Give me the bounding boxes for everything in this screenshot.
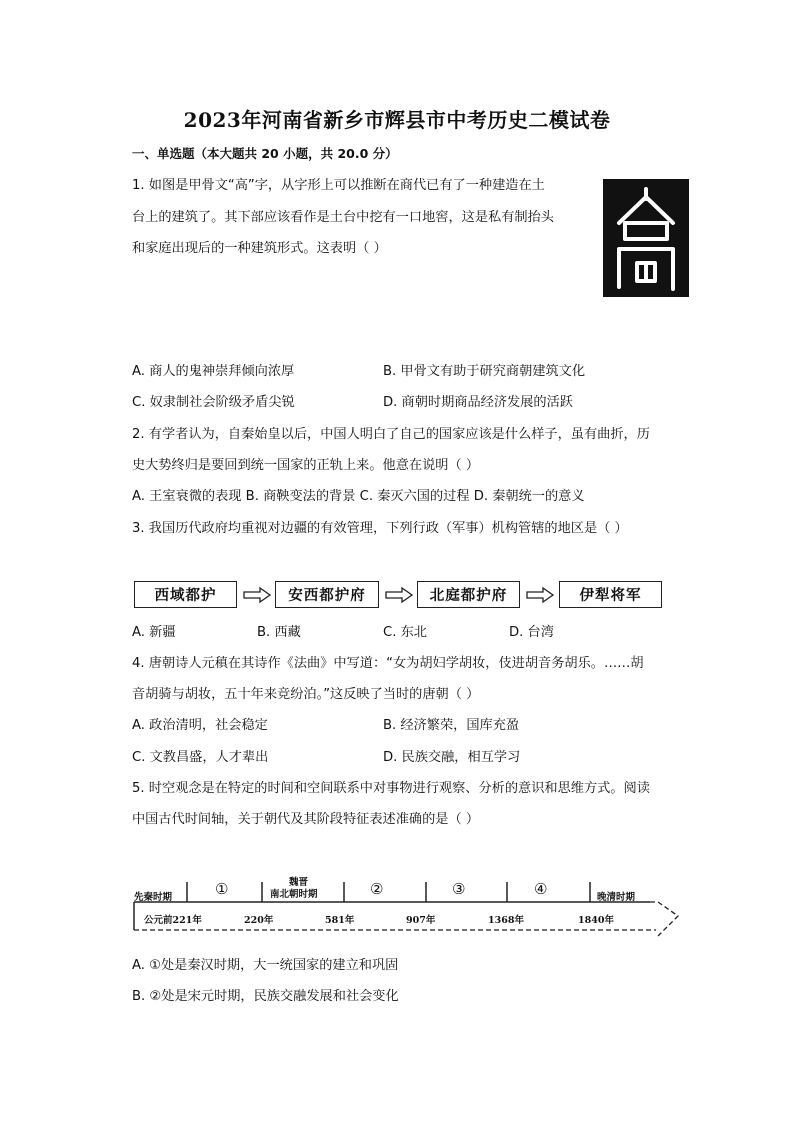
timeline-period-1: ① <box>215 880 229 898</box>
q3-option-a: A. 新疆 <box>132 625 176 640</box>
q1-option-c: C. 奴隶制社会阶级矛盾尖锐 <box>132 395 295 410</box>
timeline-period-pre-qin: 先秦时期 <box>134 892 173 903</box>
flow-box-3: 北庭都护府 <box>417 581 520 608</box>
timeline-year-1368: 1368年 <box>488 915 524 926</box>
q2-options: A. 王室衰微的表现 B. 商鞅变法的背景 C. 秦灭六国的过程 D. 秦朝统一的意义 <box>132 489 585 504</box>
timeline-year-221bc: 公元前221年 <box>144 915 202 926</box>
timeline-year-1840: 1840年 <box>578 915 614 926</box>
flow-arrow-3-icon <box>525 586 555 604</box>
flow-arrow-2-icon <box>384 586 414 604</box>
q1-line-2: 台上的建筑了。其下部应该看作是土台中挖有一口地窖，这是私有制抬头 <box>132 210 554 225</box>
q4-option-b: B. 经济繁荣，国库充盈 <box>383 718 520 733</box>
timeline-period-weijin: 魏晋 <box>289 877 309 888</box>
timeline-period-late-qing: 晚清时期 <box>597 892 636 903</box>
oracle-bone-gao-character-icon <box>603 179 689 297</box>
q3-line-1: 3. 我国历代政府均重视对边疆的有效管理，下列行政（军事）机构管辖的地区是（ ） <box>132 521 628 536</box>
timeline-period-nanbeichao: 南北朝时期 <box>270 889 318 900</box>
flow-arrow-1-icon <box>242 586 272 604</box>
q1-line-3: 和家庭出现后的一种建筑形式。这表明（ ） <box>132 241 387 256</box>
timeline-year-220: 220年 <box>244 915 274 926</box>
flow-box-4: 伊犁将军 <box>559 581 662 608</box>
q4-line-2: 音胡骑与胡妆，五十年来竞纷泊。”这反映了当时的唐朝（ ） <box>132 687 480 702</box>
q1-option-b: B. 甲骨文有助于研究商朝建筑文化 <box>383 364 586 379</box>
q4-option-c: C. 文教昌盛，人才辈出 <box>132 750 269 765</box>
q5-option-a: A. ①处是秦汉时期，大一统国家的建立和巩固 <box>132 958 399 973</box>
page-title: 2023年河南省新乡市辉县市中考历史二模试卷 <box>183 108 611 132</box>
timeline-period-2: ② <box>370 880 384 898</box>
q5-line-2: 中国古代时间轴，关于朝代及其阶段特征表述准确的是（ ） <box>132 812 480 827</box>
q2-line-1: 2. 有学者认为，自秦始皇以后，中国人明白了自己的国家应该是什么样子，虽有曲折，历 <box>132 427 650 442</box>
q1-option-d: D. 商朝时期商品经济发展的活跃 <box>383 395 573 410</box>
flow-box-1: 西域都护 <box>134 581 237 608</box>
section-heading: 一、单选题（本大题共 20 小题，共 20.0 分） <box>132 146 398 161</box>
timeline-year-581: 581年 <box>325 915 355 926</box>
q4-option-d: D. 民族交融，相互学习 <box>383 750 521 765</box>
timeline-year-907: 907年 <box>406 915 436 926</box>
timeline-period-3: ③ <box>452 880 466 898</box>
q5-line-1: 5. 时空观念是在特定的时间和空间联系中对事物进行观察、分析的意识和思维方式。阅读 <box>132 781 650 796</box>
oracle-bone-gao-image <box>603 179 689 297</box>
q5-option-b: B. ②处是宋元时期，民族交融发展和社会变化 <box>132 989 399 1004</box>
q3-option-c: C. 东北 <box>383 625 427 640</box>
q2-line-2: 史大势终归是要回到统一国家的正轨上来。他意在说明（ ） <box>132 458 480 473</box>
q1-line-1: 1. 如图是甲骨文“高”字，从字形上可以推断在商代已有了一种建造在土 <box>132 178 545 193</box>
q3-option-d: D. 台湾 <box>509 625 554 640</box>
q4-option-a: A. 政治清明，社会稳定 <box>132 718 268 733</box>
q4-line-1: 4. 唐朝诗人元稹在其诗作《法曲》中写道：“女为胡妇学胡妆，伎进胡音务胡乐。……胡 <box>132 656 644 671</box>
q1-option-a: A. 商人的鬼神崇拜倾向浓厚 <box>132 364 295 379</box>
timeline-axis <box>130 878 685 942</box>
q3-option-b: B. 西藏 <box>257 625 301 640</box>
flow-box-2: 安西都护府 <box>275 581 379 608</box>
timeline-period-4: ④ <box>534 880 548 898</box>
